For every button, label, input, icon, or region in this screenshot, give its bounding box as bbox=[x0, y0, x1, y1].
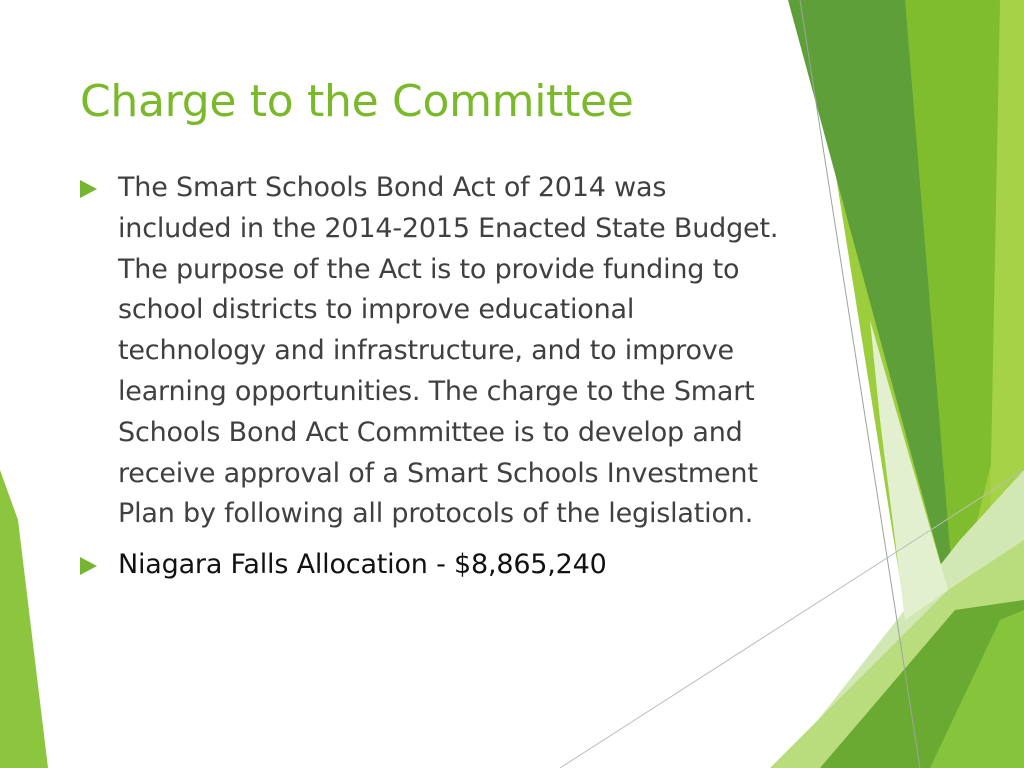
bullet-text: The Smart Schools Bond Act of 2014 was included in the 2014-2015 Enacted State Budget. The purpose of the Act is to provide funding to school districts to improve educational technology and infrastructure, and to improve learning opportunities. The charge to the Smart Schools Bond Act Committee is to develop and receive approval of a Smart Schools Investment Plan by following all protocols of the legislation. bbox=[118, 172, 779, 530]
slide-title: Charge to the Committee bbox=[80, 76, 634, 127]
left-green-sliver bbox=[0, 470, 48, 768]
arrow-icon bbox=[80, 557, 97, 575]
arrow-icon bbox=[80, 180, 97, 198]
bullet-list bbox=[80, 168, 780, 596]
bullet-item-allocation bbox=[80, 545, 780, 586]
bullet-item bbox=[80, 168, 780, 535]
allocation-text: Niagara Falls Allocation - $8,865,240 bbox=[118, 549, 607, 581]
